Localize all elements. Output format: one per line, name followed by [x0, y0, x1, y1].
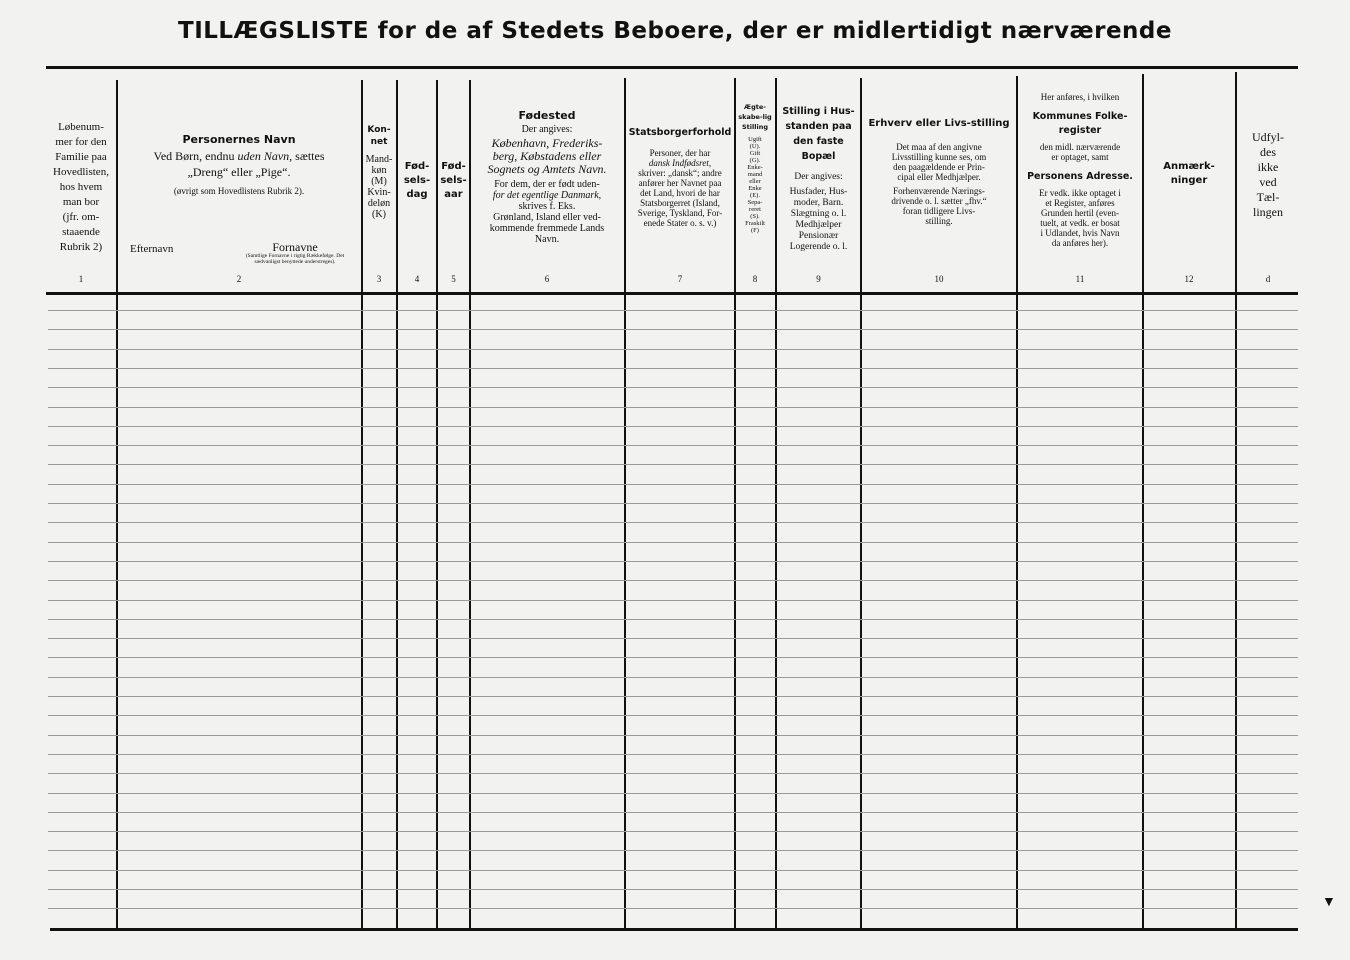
ruled-line — [48, 407, 1298, 408]
header-rule — [46, 292, 1298, 295]
col-number: 11 — [1075, 274, 1085, 284]
ruled-line — [48, 349, 1298, 350]
ruled-line — [48, 368, 1298, 369]
ruled-line — [48, 870, 1298, 871]
col4-header: Fød-sels-dag — [403, 161, 431, 200]
top-rule — [46, 66, 1298, 69]
col-number: 4 — [414, 274, 420, 284]
ruled-line — [48, 638, 1298, 639]
ruled-line — [48, 696, 1298, 697]
ruled-line — [48, 793, 1298, 794]
form-title: TILLÆGSLISTE for de af Stedets Beboere, der er midlertidigt nærværende — [178, 18, 1172, 44]
col-number: d — [1265, 274, 1271, 284]
ruled-line — [48, 619, 1298, 620]
ruled-line — [48, 889, 1298, 890]
col-number: 8 — [752, 274, 758, 284]
ruled-line — [48, 580, 1298, 581]
column-divider — [116, 80, 118, 928]
ruled-line — [48, 542, 1298, 543]
ruled-line — [48, 773, 1298, 774]
col-d-header: Udfyl- des ikke ved Tæl- lingen — [1252, 130, 1284, 219]
ruled-line — [48, 387, 1298, 388]
ruled-line — [48, 522, 1298, 523]
col11-header: Her anføres, i hvilken Kommunes Folke-register den midl. nærværende er optaget, samt Personens Adresse. Er vedk. ikke optaget i et Register, anføres Grunden hertil (even- tuelt, at vedk. er bosat i Udlandet, hvis Navn da anføres her). — [1027, 92, 1133, 248]
col6-header: Fødested Der angives: København, Frederiks- berg, Købstadens eller Sognets og Amtets Navn. For dem, der er født uden- for det egentlige Danmark, skrives f. Eks. Grønland, Island eller ved- kommende fremmede Lands Navn. — [487, 109, 607, 245]
col12-header: Anmærk-ninger — [1163, 161, 1215, 186]
col2-header: Personernes Navn Ved Børn, endnu uden Navn, sættes „Dreng“ eller „Pige“. (øvrigt som Hovedlistens Rubrik 2). — [153, 133, 325, 196]
column-divider — [436, 80, 438, 928]
ruled-line — [48, 812, 1298, 813]
col5-header: Fød-sels-aar — [440, 161, 467, 200]
ruled-line — [48, 464, 1298, 465]
col3-header: Kon-net Mand- køn (M) Kvin- deløn (K) — [365, 125, 393, 220]
col-number: 9 — [816, 274, 821, 284]
col-number: 12 — [1184, 274, 1194, 284]
col2-surname-label: Efternavn — [130, 243, 174, 255]
ruled-line — [48, 503, 1298, 504]
ruled-line — [48, 310, 1298, 311]
col-number: 1 — [78, 274, 84, 284]
bottom-rule — [50, 928, 1298, 931]
ruled-line — [48, 484, 1298, 485]
col9-header: Stilling i Hus-standen paa den faste Bopæl Der angives: Husfader, Hus- moder, Barn. Slægtning o. l. Medhjælper Pensionær Logerende o. l. — [782, 106, 855, 252]
col10-header: Erhverv eller Livs-stilling Det maa af den angivne Livsstilling kunne ses, om den paagældende er Prin- cipal eller Medhjælper. Forhenværende Nærings- drivende o. l. sætter „fhv.“ foran tidligere Livs- stilling. — [868, 118, 1010, 226]
column-divider — [396, 80, 398, 928]
ruled-line — [48, 657, 1298, 658]
col-number: 7 — [677, 274, 683, 284]
ruled-line — [48, 426, 1298, 427]
ruled-line — [48, 850, 1298, 851]
column-divider — [1235, 72, 1237, 928]
edge-marker-icon: ▼ — [1322, 895, 1336, 910]
ruled-line — [48, 735, 1298, 736]
col7-header: Statsborgerforhold Personer, der har dansk Indfødsret, skriver: „dansk“; andre anfører her Navnet paa det Land, hvori de har Statsborgerret (Island, Sverige, Tyskland, For- enede Stater o. s. v.) — [628, 127, 732, 228]
col-number: 3 — [376, 274, 382, 284]
col-number: 10 — [934, 274, 944, 284]
ruled-line — [48, 677, 1298, 678]
ruled-line — [48, 831, 1298, 832]
col-number: 2 — [236, 274, 242, 284]
ruled-line — [48, 445, 1298, 446]
col1-header: Løbenum- mer for den Familie paa Hovedlisten, hos hvem man bor (jfr. om- staaende Rubrik 2) — [53, 121, 109, 253]
col-number: 6 — [544, 274, 550, 284]
ruled-line — [48, 600, 1298, 601]
col2-firstname-label: Fornavne (Samtlige Fornavne i rigtig Rækkefølge. Det sædvanligst benyttede understreges). — [245, 240, 345, 265]
ruled-line — [48, 715, 1298, 716]
ruled-line — [48, 561, 1298, 562]
col-number: 5 — [451, 274, 456, 284]
col8-header: Ægte-skabe-lig Stilling Ugift (U). Gift (G). Enke- mand eller Enke (E). Sepa- reret (S). Fraskilt (F) — [738, 103, 772, 234]
column-divider — [469, 80, 471, 928]
ruled-line — [48, 908, 1298, 909]
column-divider — [1142, 74, 1144, 928]
ruled-line — [48, 754, 1298, 755]
ruled-line — [48, 329, 1298, 330]
